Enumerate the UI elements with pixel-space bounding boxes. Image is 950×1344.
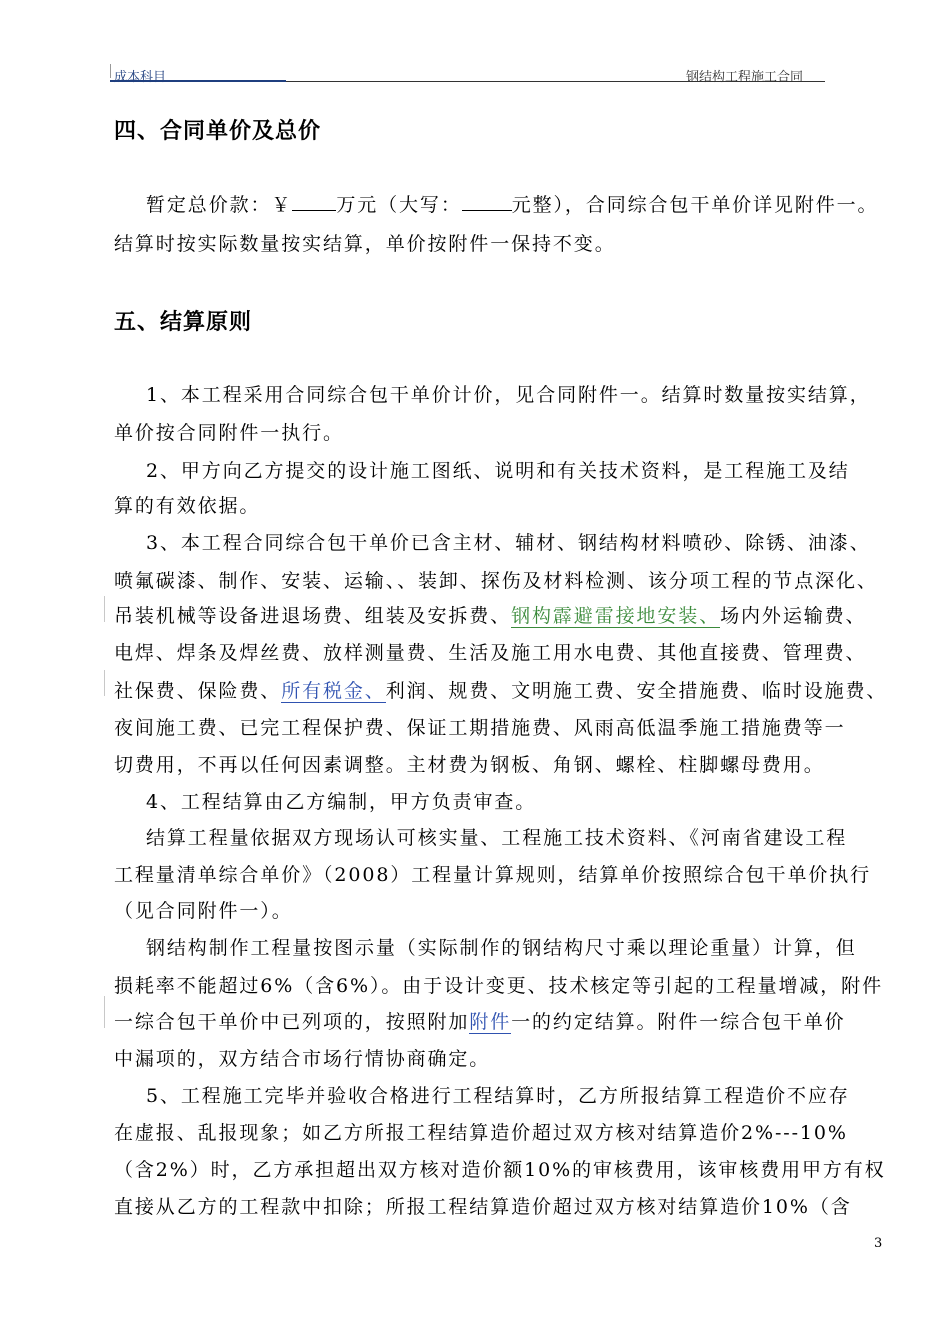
page-number: 3 bbox=[874, 1236, 883, 1251]
attachment-link[interactable]: 附件 bbox=[469, 1011, 512, 1033]
s4-paragraph-1 bbox=[146, 190, 878, 217]
revision-bar bbox=[104, 996, 105, 1028]
all-taxes-link[interactable]: 所有税金、 bbox=[281, 680, 386, 702]
s5-line-2: 单价按合同附件一执行。 bbox=[114, 422, 344, 444]
s5-line-8: 电焊、焊条及焊丝费、放样测量费、生活及施工用水电费、其他直接费、管理费、 bbox=[114, 642, 867, 664]
capital-amount-blank bbox=[462, 192, 512, 211]
s5-line-6: 喷氟碳漆、制作、安装、运输、、装卸、探伤及材料检测、该分项工程的节点深化、 bbox=[114, 570, 878, 592]
s5-line-5: 3、本工程合同综合包干单价已含主材、辅材、钢结构材料喷砂、除锈、油漆、 bbox=[146, 532, 871, 554]
s5-line-12: 4、工程结算由乙方编制，甲方负责审查。 bbox=[146, 791, 537, 813]
s5-l7-a: 吊装机械等设备进退场费、组装及安拆费、 bbox=[114, 605, 512, 627]
s4-p1-b: 万元（大写： bbox=[336, 194, 462, 216]
s5-line-20: 5、工程施工完毕并验收合格进行工程结算时，乙方所报结算工程造价不应存 bbox=[146, 1085, 850, 1107]
s5-l18-b: 一的约定结算。附件一综合包干单价 bbox=[511, 1011, 846, 1033]
revision-bar bbox=[104, 670, 105, 696]
s4-paragraph-2: 结算时按实际数量按实结算，单价按附件一保持不变。 bbox=[114, 233, 616, 255]
s5-line-13: 结算工程量依据双方现场认可核实量、工程施工技术资料、《河南省建设工程 bbox=[146, 827, 848, 849]
section-4-title: 四、合同单价及总价 bbox=[114, 118, 322, 144]
s5-line-3: 2、甲方向乙方提交的设计施工图纸、说明和有关技术资料，是工程施工及结 bbox=[146, 460, 850, 482]
s5-line-4: 算的有效依据。 bbox=[114, 495, 261, 517]
header-left-text: 成本科目 bbox=[114, 70, 167, 85]
header-right-text: 钢结构工程施工合同 bbox=[685, 70, 803, 85]
s5-l18-a: 一综合包干单价中已列项的，按照附加 bbox=[114, 1011, 470, 1033]
revision-bar bbox=[104, 596, 105, 622]
s5-line-14: 工程量清单综合单价》（2008）工程量计算规则，结算单价按照综合包干单价执行 bbox=[114, 864, 872, 886]
s5-line-23: 直接从乙方的工程款中扣除；所报工程结算造价超过双方核对结算造价10%（含 bbox=[114, 1196, 852, 1218]
page-header bbox=[110, 64, 825, 84]
s5-line-17: 损耗率不能超过6%（含6%）。由于设计变更、技术核定等引起的工程量增减，附件 bbox=[114, 975, 883, 997]
s4-p1-c: 元整），合同综合包干单价详见附件一。 bbox=[511, 194, 879, 216]
s5-line-19: 中漏项的，双方结合市场行情协商确定。 bbox=[114, 1048, 491, 1070]
s5-line-10: 夜间施工费、已完工程保护费、保证工期措施费、风雨高低温季施工措施费等一 bbox=[114, 717, 846, 739]
s5-line-7 bbox=[114, 601, 866, 628]
s5-line-16: 钢结构制作工程量按图示量（实际制作的钢结构尺寸乘以理论重量）计算，但 bbox=[146, 937, 857, 959]
s5-l9-b: 利润、规费、文明施工费、安全措施费、临时设施费、 bbox=[385, 680, 888, 702]
s5-line-22: （含2%）时，乙方承担超出双方核对造价额10%的审核费用，该审核费用甲方有权 bbox=[114, 1159, 886, 1181]
s5-line-11: 切费用，不再以任何因素调整。主材费为钢板、角钢、螺栓、柱脚螺母费用。 bbox=[114, 754, 825, 776]
s4-p1-a: 暂定总价款：￥ bbox=[146, 194, 293, 216]
header-left-underline bbox=[110, 80, 286, 82]
header-margin-mark bbox=[110, 64, 111, 78]
s5-l9-a: 社保费、保险费、 bbox=[114, 680, 282, 702]
total-price-blank bbox=[292, 192, 336, 211]
s5-line-21: 在虚报、乱报现象；如乙方所报工程结算造价超过双方核对结算造价2%---10% bbox=[114, 1122, 848, 1144]
s5-line-1: 1、本工程采用合同综合包干单价计价，见合同附件一。结算时数量按实结算， bbox=[146, 384, 871, 406]
s5-l7-b: 场内外运输费、 bbox=[720, 605, 867, 627]
s5-line-9 bbox=[114, 676, 887, 703]
s5-line-18 bbox=[114, 1007, 846, 1034]
lightning-protection-link[interactable]: 钢构霹避雷接地安装、 bbox=[511, 605, 721, 627]
s5-line-15: （见合同附件一）。 bbox=[114, 900, 293, 922]
section-5-title: 五、结算原则 bbox=[114, 309, 253, 335]
